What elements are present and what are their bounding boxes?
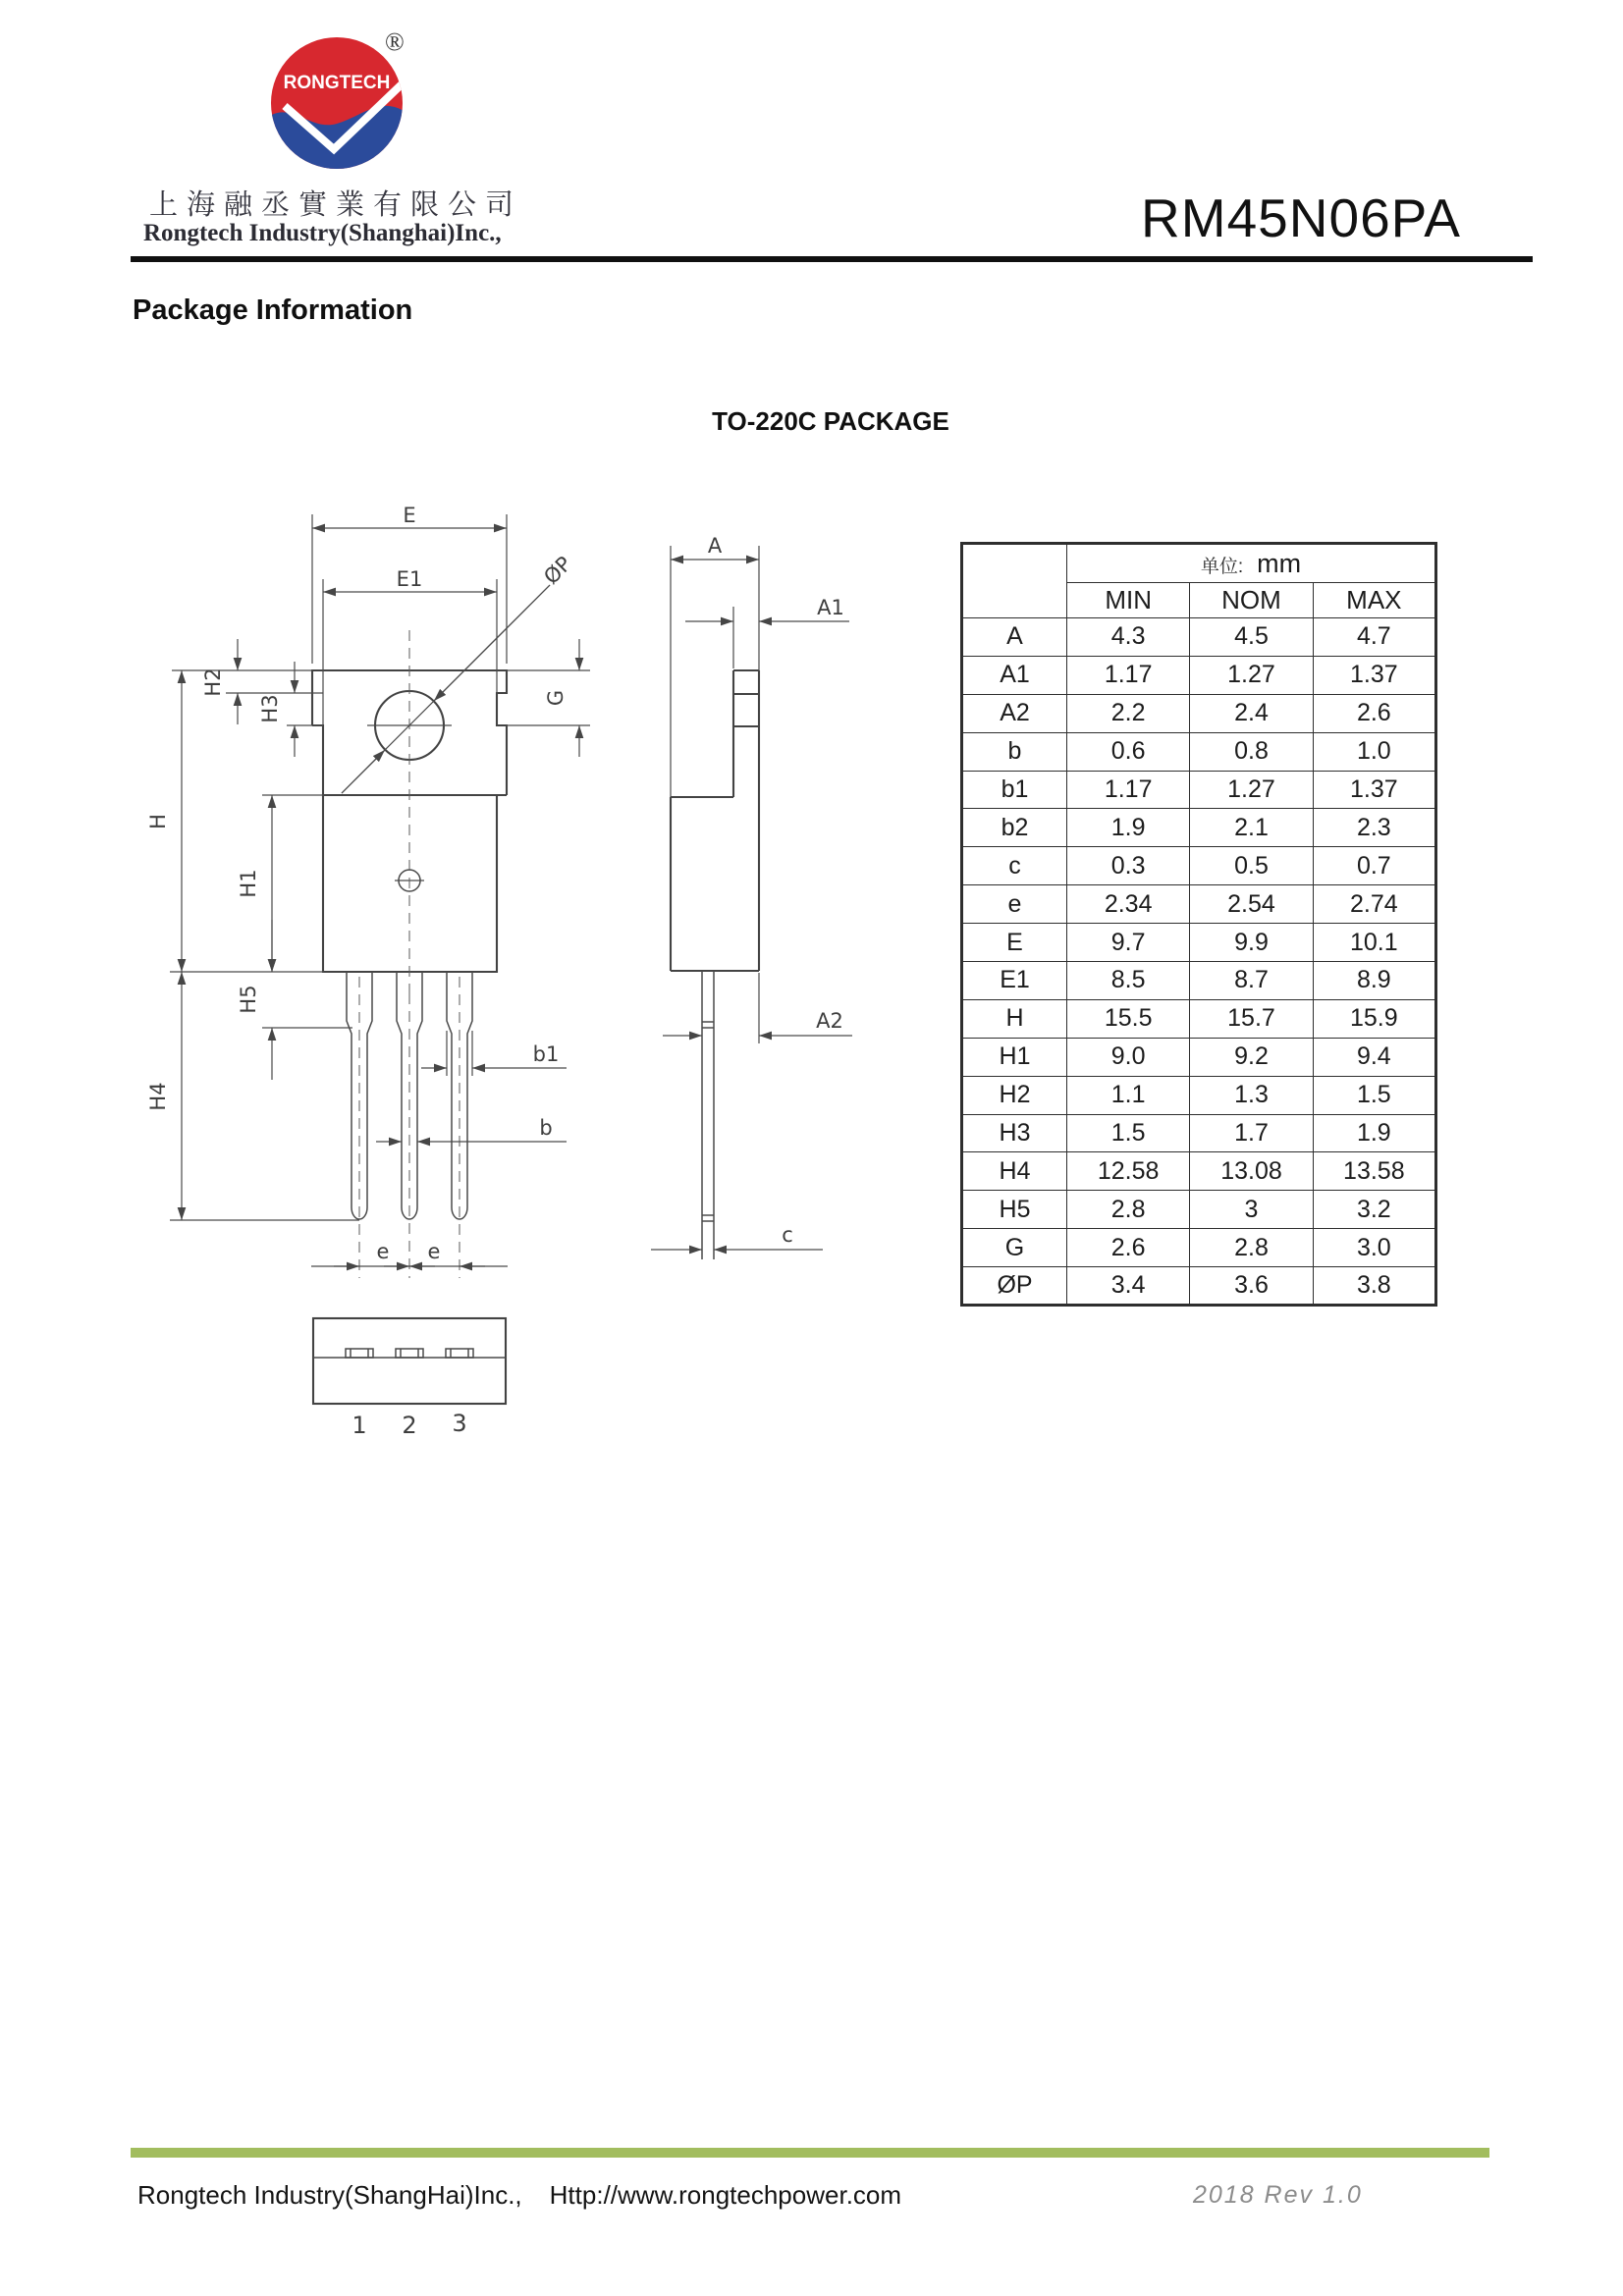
dim-nom-cell: 3	[1190, 1191, 1313, 1229]
dim-max-cell: 1.9	[1313, 1114, 1435, 1152]
dim-symbol-cell: b1	[962, 771, 1067, 809]
table-row	[962, 1076, 1436, 1114]
dim-max-cell: 2.6	[1313, 694, 1435, 732]
dim-max-cell: 0.7	[1313, 847, 1435, 885]
table-row	[962, 771, 1436, 809]
dim-symbol-cell: c	[962, 847, 1067, 885]
dim-label-b1: b1	[532, 1042, 560, 1066]
table-row	[962, 1191, 1436, 1229]
dim-max-cell: 1.37	[1313, 656, 1435, 694]
dim-nom-cell: 3.6	[1190, 1267, 1313, 1306]
package-outline-drawing	[98, 432, 1001, 1492]
dim-symbol-cell: e	[962, 885, 1067, 924]
logo-brand-text: RONGTECH	[283, 73, 391, 93]
dim-nom-cell: 15.7	[1190, 999, 1313, 1038]
dim-min-cell: 1.17	[1067, 771, 1190, 809]
dim-max-cell: 10.1	[1313, 924, 1435, 962]
table-row	[962, 618, 1436, 657]
dim-max-cell: 3.8	[1313, 1267, 1435, 1306]
company-name-english: Rongtech Industry(Shanghai)Inc.,	[143, 220, 502, 246]
pin-1-number: 1	[352, 1412, 367, 1439]
dim-nom-cell: 2.54	[1190, 885, 1313, 924]
dim-max-cell: 8.9	[1313, 962, 1435, 1000]
bottom-view-pin-stubs	[346, 1349, 473, 1358]
company-name-chinese: 上海融丞實業有限公司	[149, 189, 523, 221]
dim-label-H5: H5	[237, 985, 260, 1014]
dim-nom-cell: 8.7	[1190, 962, 1313, 1000]
table-unit-cell	[1067, 544, 1436, 583]
side-extension-lines	[671, 546, 759, 1043]
dim-label-A1: A1	[817, 596, 844, 619]
bottom-view-body	[313, 1318, 506, 1404]
dim-min-cell: 12.58	[1067, 1152, 1190, 1191]
dim-label-H1: H1	[237, 869, 260, 898]
pin-3-number: 3	[452, 1410, 467, 1437]
dim-min-cell: 2.34	[1067, 885, 1190, 924]
table-row	[962, 809, 1436, 847]
table-row	[962, 1152, 1436, 1191]
dim-symbol-cell: ØP	[962, 1267, 1067, 1306]
dim-label-G: G	[544, 689, 568, 707]
dim-symbol-cell: H1	[962, 1038, 1067, 1076]
dim-label-e-left: e	[376, 1240, 390, 1263]
dim-symbol-cell: G	[962, 1229, 1067, 1267]
dim-nom-cell: 2.8	[1190, 1229, 1313, 1267]
footer-green-bar	[131, 2148, 1489, 2158]
dim-nom-cell: 13.08	[1190, 1152, 1313, 1191]
dim-symbol-cell: H4	[962, 1152, 1067, 1191]
dim-max-cell: 3.0	[1313, 1229, 1435, 1267]
footer-website: Http://www.rongtechpower.com	[549, 2180, 902, 2210]
table-row	[962, 1229, 1436, 1267]
dim-label-H3: H3	[258, 694, 282, 723]
dim-symbol-cell: A1	[962, 656, 1067, 694]
dim-max-cell: 4.7	[1313, 618, 1435, 657]
table-corner-cell	[962, 544, 1067, 618]
dim-min-cell: 1.5	[1067, 1114, 1190, 1152]
registered-trademark-icon: ®	[385, 27, 405, 56]
front-extension-lines	[170, 514, 590, 1220]
dim-min-cell: 15.5	[1067, 999, 1190, 1038]
table-row	[962, 999, 1436, 1038]
dim-label-c: c	[782, 1223, 793, 1247]
footer-revision: 2018 Rev 1.0	[1193, 2181, 1363, 2209]
table-row	[962, 732, 1436, 771]
dim-label-A: A	[707, 534, 723, 558]
column-header-min: MIN	[1067, 583, 1190, 618]
dim-label-E1: E1	[396, 567, 423, 591]
header-rule	[131, 256, 1533, 262]
dim-nom-cell: 1.3	[1190, 1076, 1313, 1114]
dim-symbol-cell: A2	[962, 694, 1067, 732]
table-row	[962, 847, 1436, 885]
dim-label-H2: H2	[201, 667, 225, 697]
pin-3-outline	[447, 972, 472, 1219]
table-row	[962, 1038, 1436, 1076]
dim-symbol-cell: H	[962, 999, 1067, 1038]
dim-max-cell: 15.9	[1313, 999, 1435, 1038]
section-title: Package Information	[133, 294, 413, 326]
dim-max-cell: 13.58	[1313, 1152, 1435, 1191]
pin-2-outline	[397, 972, 422, 1219]
dimension-table-body	[962, 618, 1436, 1306]
pin-1-outline	[347, 972, 372, 1219]
dim-max-cell: 9.4	[1313, 1038, 1435, 1076]
column-header-max: MAX	[1313, 583, 1435, 618]
side-dimension-lines	[651, 560, 852, 1250]
dim-min-cell: 8.5	[1067, 962, 1190, 1000]
front-view-outline	[312, 670, 507, 972]
dim-label-b: b	[539, 1116, 553, 1140]
dim-label-phi-p: ØP	[539, 552, 576, 589]
table-row	[962, 694, 1436, 732]
table-row	[962, 924, 1436, 962]
dim-min-cell: 1.17	[1067, 656, 1190, 694]
dim-max-cell: 1.0	[1313, 732, 1435, 771]
dim-symbol-cell: b2	[962, 809, 1067, 847]
dim-label-e-right: e	[427, 1240, 441, 1263]
unit-label: 单位:	[1200, 556, 1244, 577]
dim-symbol-cell: H5	[962, 1191, 1067, 1229]
dim-nom-cell: 1.27	[1190, 771, 1313, 809]
table-row	[962, 656, 1436, 694]
dim-max-cell: 3.2	[1313, 1191, 1435, 1229]
dim-min-cell: 0.3	[1067, 847, 1190, 885]
part-number: RM45N06PA	[1141, 187, 1461, 248]
dim-symbol-cell: b	[962, 732, 1067, 771]
table-row	[962, 1114, 1436, 1152]
dim-min-cell: 9.7	[1067, 924, 1190, 962]
dim-max-cell: 2.74	[1313, 885, 1435, 924]
dim-min-cell: 3.4	[1067, 1267, 1190, 1306]
table-row	[962, 962, 1436, 1000]
dim-nom-cell: 0.8	[1190, 732, 1313, 771]
side-view-pin	[702, 971, 714, 1259]
dim-label-H4: H4	[146, 1082, 170, 1111]
drawing-title: TO-220C PACKAGE	[712, 406, 949, 436]
table-row	[962, 885, 1436, 924]
table-row	[962, 1267, 1436, 1306]
dim-min-cell: 1.9	[1067, 809, 1190, 847]
footer-company-line	[137, 2180, 901, 2211]
dim-nom-cell: 9.2	[1190, 1038, 1313, 1076]
dim-nom-cell: 4.5	[1190, 618, 1313, 657]
dim-nom-cell: 1.27	[1190, 656, 1313, 694]
unit-value: mm	[1257, 548, 1302, 578]
bottom-view	[313, 1318, 506, 1439]
dimension-table	[960, 542, 1437, 1307]
dim-max-cell: 2.3	[1313, 809, 1435, 847]
dim-max-cell: 1.5	[1313, 1076, 1435, 1114]
dim-nom-cell: 2.4	[1190, 694, 1313, 732]
front-view	[146, 504, 590, 1278]
dim-symbol-cell: E1	[962, 962, 1067, 1000]
dim-symbol-cell: H2	[962, 1076, 1067, 1114]
dim-min-cell: 2.8	[1067, 1191, 1190, 1229]
dim-nom-cell: 0.5	[1190, 847, 1313, 885]
dim-min-cell: 9.0	[1067, 1038, 1190, 1076]
dim-symbol-cell: E	[962, 924, 1067, 962]
side-view-outline	[671, 670, 759, 971]
dim-min-cell: 0.6	[1067, 732, 1190, 771]
dim-label-E: E	[403, 504, 416, 527]
side-view	[651, 534, 852, 1259]
dimension-table-header	[962, 544, 1436, 618]
dim-min-cell: 4.3	[1067, 618, 1190, 657]
dim-min-cell: 2.2	[1067, 694, 1190, 732]
dim-min-cell: 2.6	[1067, 1229, 1190, 1267]
column-header-nom: NOM	[1190, 583, 1313, 618]
footer-company: Rongtech Industry(ShangHai)Inc.,	[137, 2180, 522, 2210]
dim-nom-cell: 2.1	[1190, 809, 1313, 847]
dim-symbol-cell: A	[962, 618, 1067, 657]
dim-min-cell: 1.1	[1067, 1076, 1190, 1114]
dim-label-A2: A2	[816, 1009, 843, 1033]
dim-max-cell: 1.37	[1313, 771, 1435, 809]
pin-2-number: 2	[402, 1412, 417, 1439]
dim-nom-cell: 9.9	[1190, 924, 1313, 962]
dim-nom-cell: 1.7	[1190, 1114, 1313, 1152]
dim-label-H: H	[146, 814, 170, 829]
dim-symbol-cell: H3	[962, 1114, 1067, 1152]
